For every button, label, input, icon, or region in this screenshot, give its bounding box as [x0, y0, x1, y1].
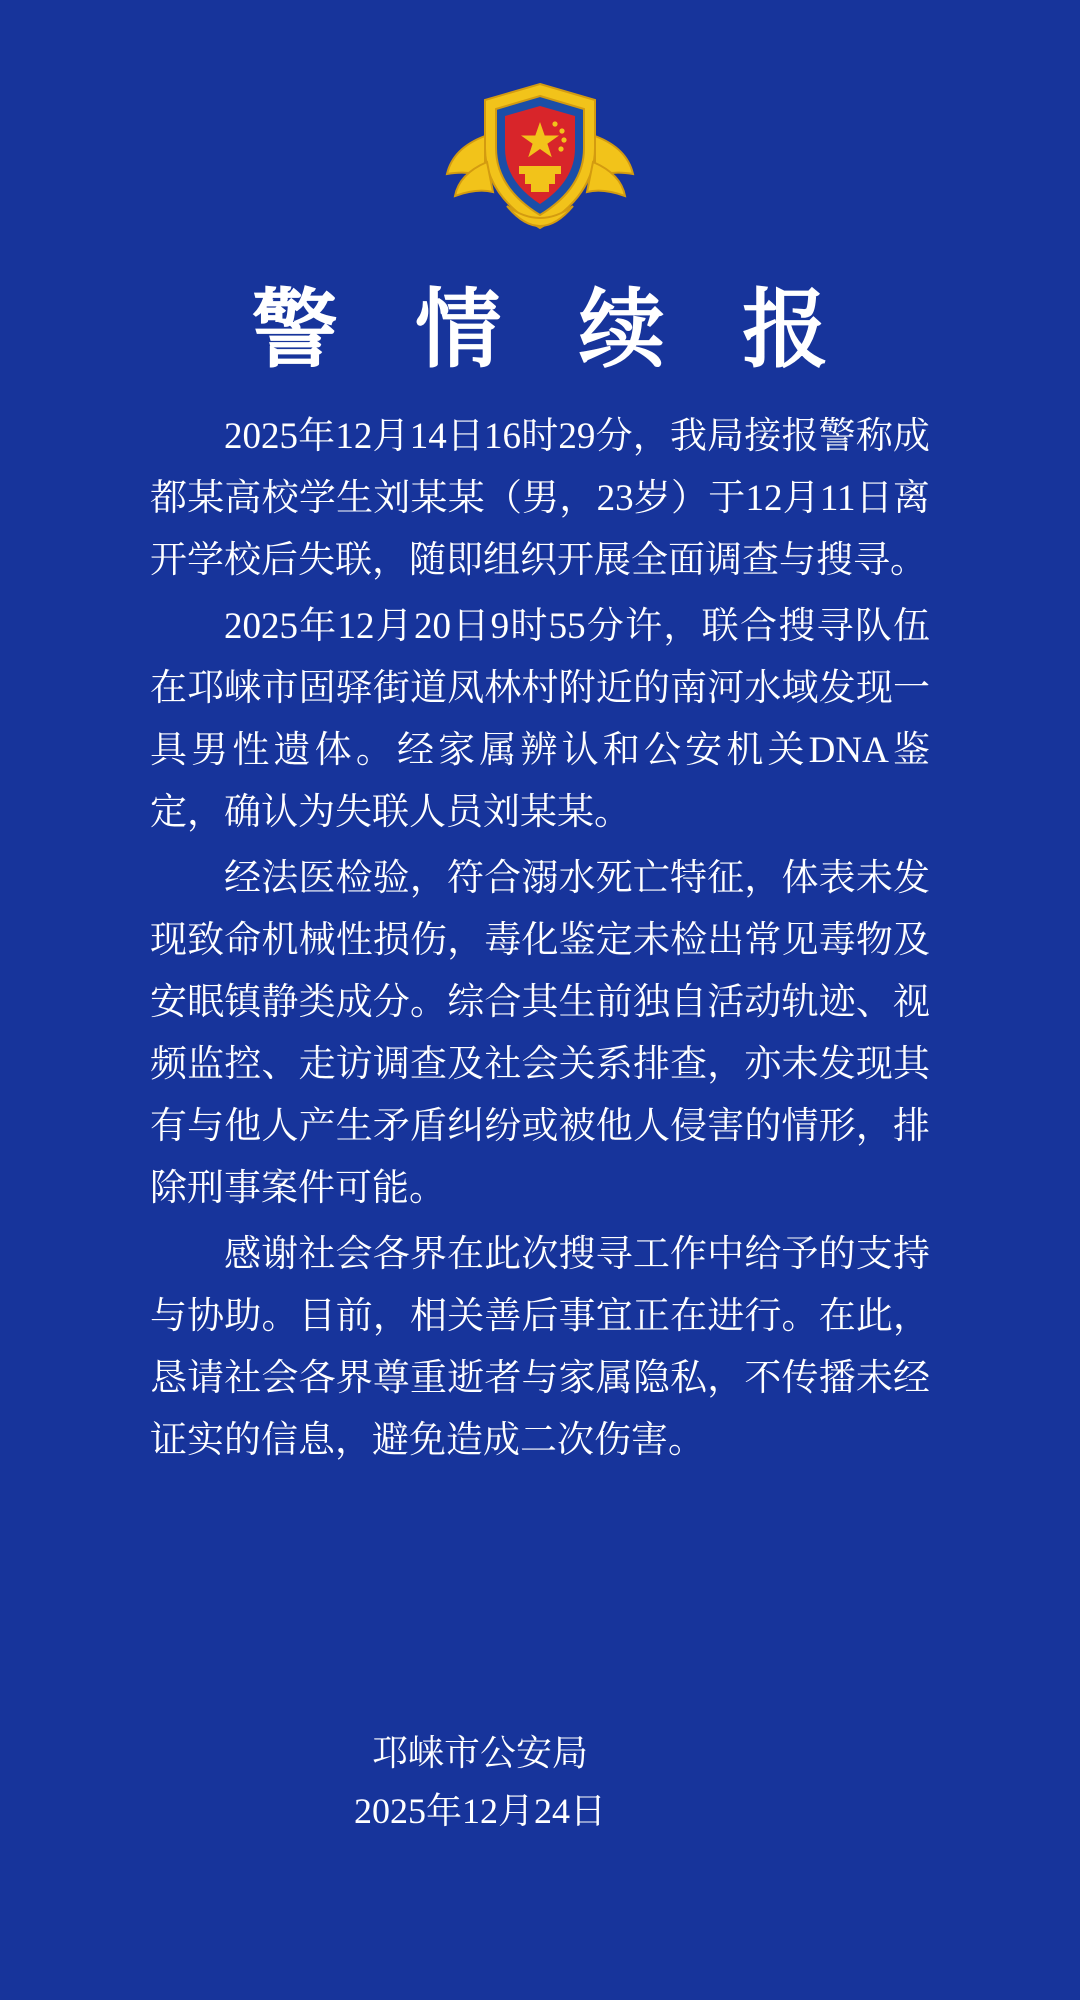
signature-block — [0, 1724, 1080, 1840]
page-title: 警 情 续 报 — [251, 282, 857, 378]
police-emblem-icon — [445, 78, 635, 253]
notice-paragraph: 2025年12月14日16时29分，我局接报警称成都某高校学生刘某某（男，23岁）于12月11日离开学校后失联，随即组织开展全面调查与搜寻。 — [150, 415, 930, 581]
notice-paragraph: 感谢社会各界在此次搜寻工作中给予的支持与协助。目前，相关善后事宜正在进行。在此，恳请社会各界尊重逝者与家属隐私，不传播未经证实的信息，避免造成二次伤害。 — [150, 1233, 930, 1461]
notice-paragraph: 经法医检验，符合溺水死亡特征，体表未发现致命机械性损伤，毒化鉴定未检出常见毒物及安眠镇静类成分。综合其生前独自活动轨迹、视频监控、走访调查及社会关系排查，亦未发现其有与他人产生矛盾纠纷或被他人侵害的情形，排除刑事案件可能。 — [150, 857, 930, 1209]
signature-date: 2025年12月24日 — [353, 1791, 606, 1831]
notice-body — [150, 406, 930, 1476]
signature-organization: 邛崃市公安局 — [371, 1733, 588, 1773]
notice-paragraph: 2025年12月20日9时55分许，联合搜寻队伍在邛崃市固驿街道凤林村附近的南河水域发现一具男性遗体。经家属辨认和公安机关DNA鉴定，确认为失联人员刘某某。 — [150, 605, 930, 833]
